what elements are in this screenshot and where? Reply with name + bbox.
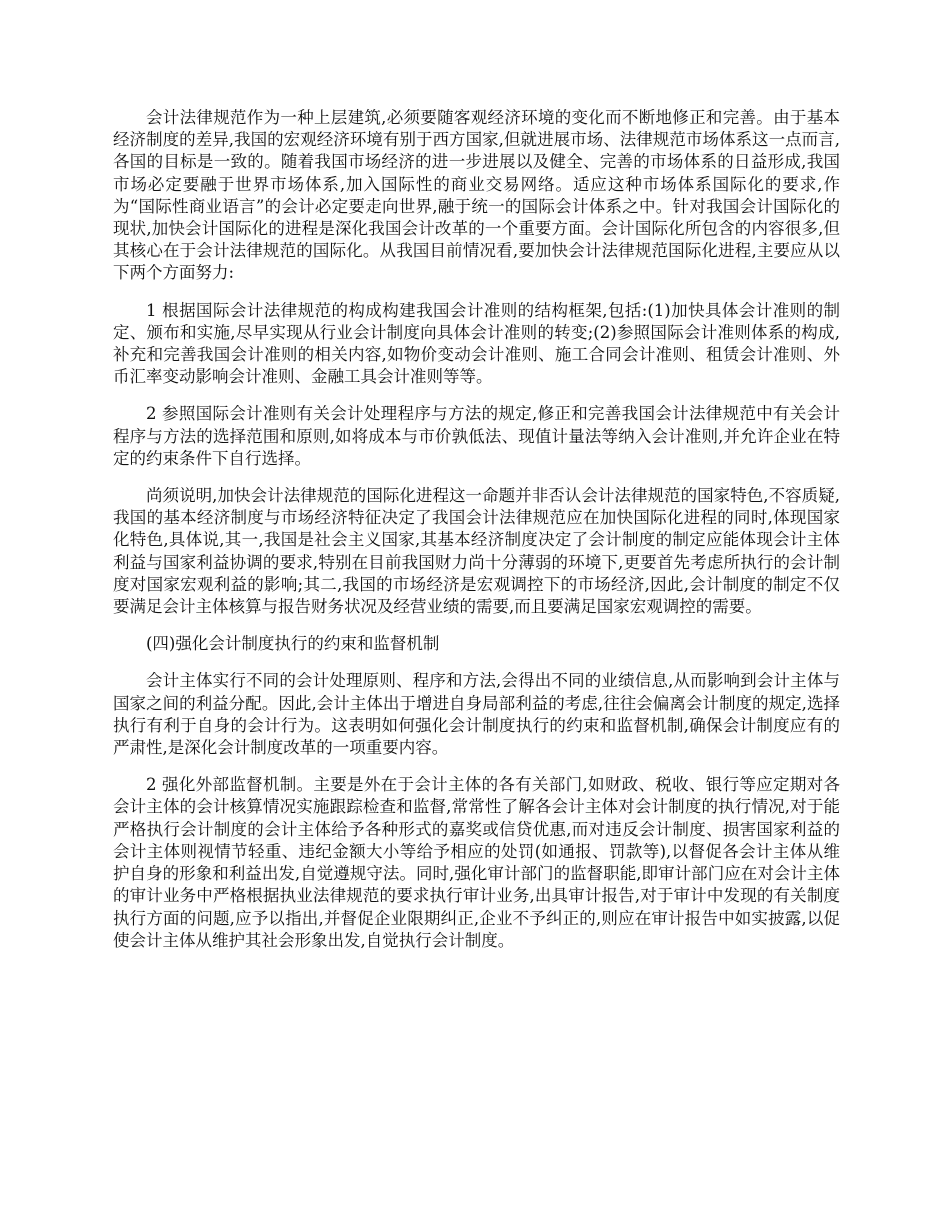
paragraph-intro: 会计法律规范作为一种上层建筑,必须要随客观经济环境的变化而不断地修正和完善。由于基本经济制度的差异,我国的宏观经济环境有别于西方国家,但就进展市场、法律规范市场体系这一点而言,各国的目标是一致的。随着我国市场经济的进一步进展以及健全、完善的市场体系的日益形成,我国市场必定要融于世界市场体系,加入国际性的商业交易网络。适应这种市场体系国际化的要求,作为“国际性商业语言”的会计必定要走向世界,融于统一的国际会计体系之中。针对我国会计国际化的现状,加快会计国际化的进程是深化我国会计改革的一个重要方面。会计国际化所包含的内容很多,但其核心在于会计法律规范的国际化。从我国目前情况看,要加快会计法律规范国际化进程,主要应从以下两个方面努力:: [113, 108, 840, 283]
document-body: [113, 107, 840, 967]
paragraph-point-2: 2 参照国际会计准则有关会计处理程序与方法的规定,修正和完善我国会计法律规范中有关会计程序与方法的选择范围和原则,如将成本与市价孰低法、现值计量法等纳入会计准则,并允许企业在特定的约束条件下自行选择。: [113, 404, 840, 468]
paragraph-section-intro: 会计主体实行不同的会计处理原则、程序和方法,会得出不同的业绩信息,从而影响到会计主体与国家之间的利益分配。因此,会计主体出于增进自身局部利益的考虑,往往会偏离会计制度的规定,选择执行有利于自身的会计行为。这表明如何强化会计制度执行的约束和监督机制,确保会计制度应有的严肃性,是深化会计制度改革的一项重要内容。: [113, 671, 840, 758]
paragraph-note: 尚须说明,加快会计法律规范的国际化进程这一命题并非否认会计法律规范的国家特色,不容质疑,我国的基本经济制度与市场经济特征决定了我国会计法律规范应在加快国际化进程的同时,体现国家化特色,具体说,其一,我国是社会主义国家,其基本经济制度决定了会计制度的制定应能体现会计主体利益与国家利益协调的要求,特别在目前我国财力尚十分薄弱的环境下,更要首先考虑所执行的会计制度对国家宏观利益的影响;其二,我国的市场经济是宏观调控下的市场经济,因此,会计制度的制定不仅要满足会计主体核算与报告财务状况及经营业绩的需要,而且要满足国家宏观调控的需要。: [113, 486, 840, 617]
paragraph-external-supervision: 2 强化外部监督机制。主要是外在于会计主体的各有关部门,如财政、税收、银行等应定期对各会计主体的会计核算情况实施跟踪检查和监督,常常性了解各会计主体对会计制度的执行情况,对于能严格执行会计制度的会计主体给予各种形式的嘉奖或信贷优惠,而对违反会计制度、损害国家利益的会计主体则视情节轻重、违纪金额大小等给予相应的处罚(如通报、罚款等),以督促各会计主体从维护自身的形象和利益出发,自觉遵规守法。同时,强化审计部门的监督职能,即审计部门应在对会计主体的审计业务中严格根据执业法律规范的要求执行审计业务,出具审计报告,对于审计中发现的有关制度执行方面的问题,应予以指出,并督促企业限期纠正,企业不予纠正的,则应在审计报告中如实披露,以促使会计主体从维护其社会形象出发,自觉执行会计制度。: [113, 775, 840, 950]
paragraph-point-1: 1 根据国际会计法律规范的构成构建我国会计准则的结构框架,包括:(1)加快具体会计准则的制定、颁布和实施,尽早实现从行业会计制度向具体会计准则的转变;(2)参照国际会计准则体系的构成,补充和完善我国会计准则的相关内容,如物价变动会计准则、施工合同会计准则、租赁会计准则、外币汇率变动影响会计准则、金融工具会计准则等等。: [113, 300, 840, 387]
section-heading: (四)强化会计制度执行的约束和监督机制: [146, 634, 440, 654]
